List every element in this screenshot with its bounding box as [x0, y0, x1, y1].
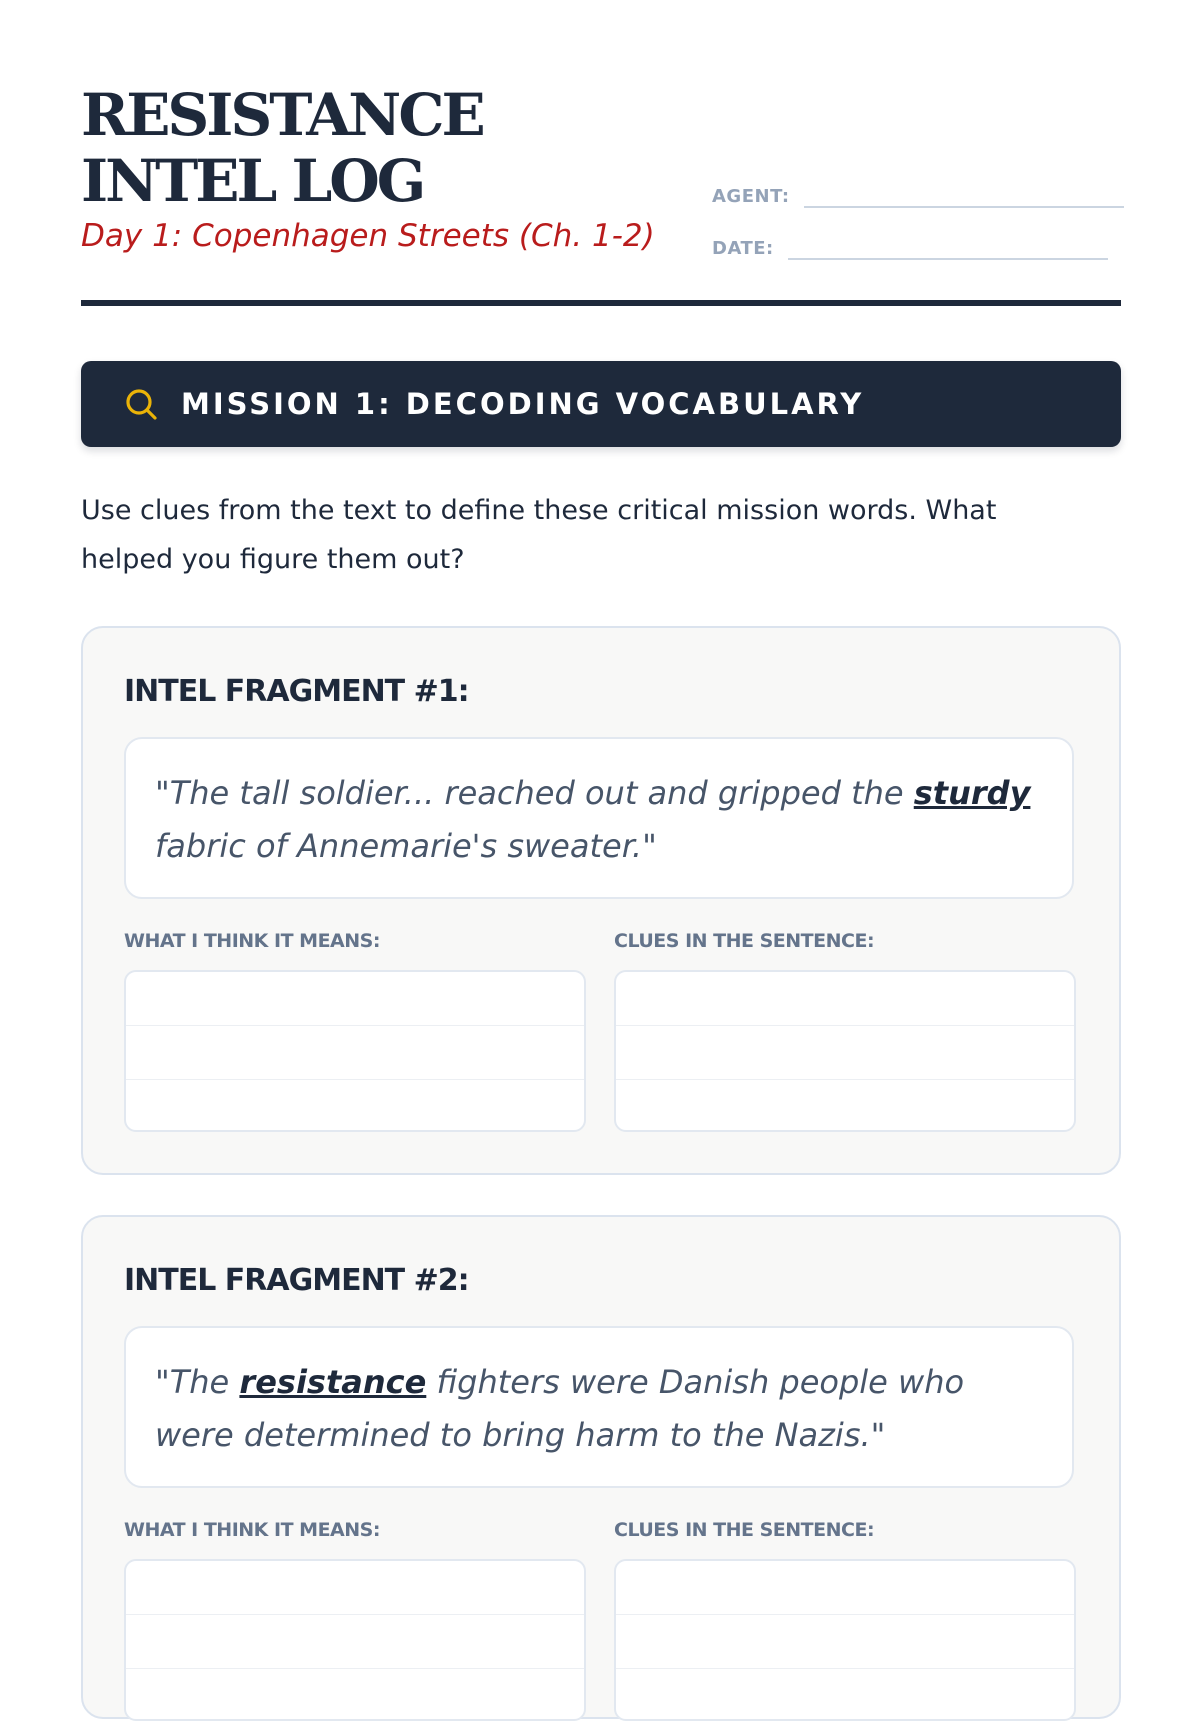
agent-label: AGENT: [712, 186, 790, 207]
writing-line [126, 972, 584, 1026]
intel-fragment-card [81, 626, 1121, 1175]
agent-field [712, 180, 1124, 208]
quote-text-before: "The [155, 1363, 240, 1401]
worksheet [81, 0, 1121, 1541]
quote-text-before: "The tall soldier... reached out and gripped the [155, 774, 914, 812]
fragment-title: INTEL FRAGMENT #1: [124, 674, 469, 709]
clues-label: CLUES IN THE SENTENCE: [614, 1519, 875, 1541]
writing-line [616, 1080, 1074, 1132]
clues-answer-box[interactable] [614, 970, 1076, 1132]
meaning-label: WHAT I THINK IT MEANS: [124, 1519, 380, 1541]
meaning-answer-box[interactable] [124, 970, 586, 1132]
writing-line [616, 1615, 1074, 1669]
header-divider [81, 300, 1121, 306]
writing-line [126, 1615, 584, 1669]
vocabulary-keyword: sturdy [913, 774, 1031, 812]
writing-line [126, 1080, 584, 1132]
date-field [712, 232, 1108, 260]
intel-fragment-card [81, 1215, 1121, 1719]
writing-line [616, 1026, 1074, 1080]
writing-line [126, 1026, 584, 1080]
mission-title: MISSION 1: DECODING VOCABULARY [181, 387, 865, 421]
writing-line [616, 1561, 1074, 1615]
clues-answer-box[interactable] [614, 1559, 1076, 1721]
writing-line [126, 1669, 584, 1721]
fragment-title: INTEL FRAGMENT #2: [124, 1263, 469, 1298]
vocabulary-keyword: resistance [239, 1363, 427, 1401]
worksheet-header [81, 0, 1121, 308]
meaning-answer-box[interactable] [124, 1559, 586, 1721]
writing-line [616, 1669, 1074, 1721]
page-subtitle: Day 1: Copenhagen Streets (Ch. 1-2) [81, 218, 655, 254]
writing-line [126, 1561, 584, 1615]
clues-label: CLUES IN THE SENTENCE: [614, 930, 875, 952]
date-input-line[interactable] [788, 232, 1108, 260]
date-label: DATE: [712, 238, 774, 259]
meaning-label: WHAT I THINK IT MEANS: [124, 930, 380, 952]
writing-line [616, 972, 1074, 1026]
search-icon [123, 386, 159, 422]
mission-instructions: Use clues from the text to define these critical mission words. What helped you figure them out? [81, 495, 997, 575]
quote-text-after: fabric of Annemarie's sweater." [155, 827, 657, 865]
mission-banner [81, 361, 1121, 447]
fragment-quote [124, 1326, 1074, 1488]
agent-input-line[interactable] [804, 180, 1124, 208]
page-title: RESISTANCE INTEL LOG [81, 81, 483, 215]
quote-text-after: fighters were Danish people who were determined to bring harm to the Nazis." [155, 1363, 965, 1454]
fragment-quote [124, 737, 1074, 899]
